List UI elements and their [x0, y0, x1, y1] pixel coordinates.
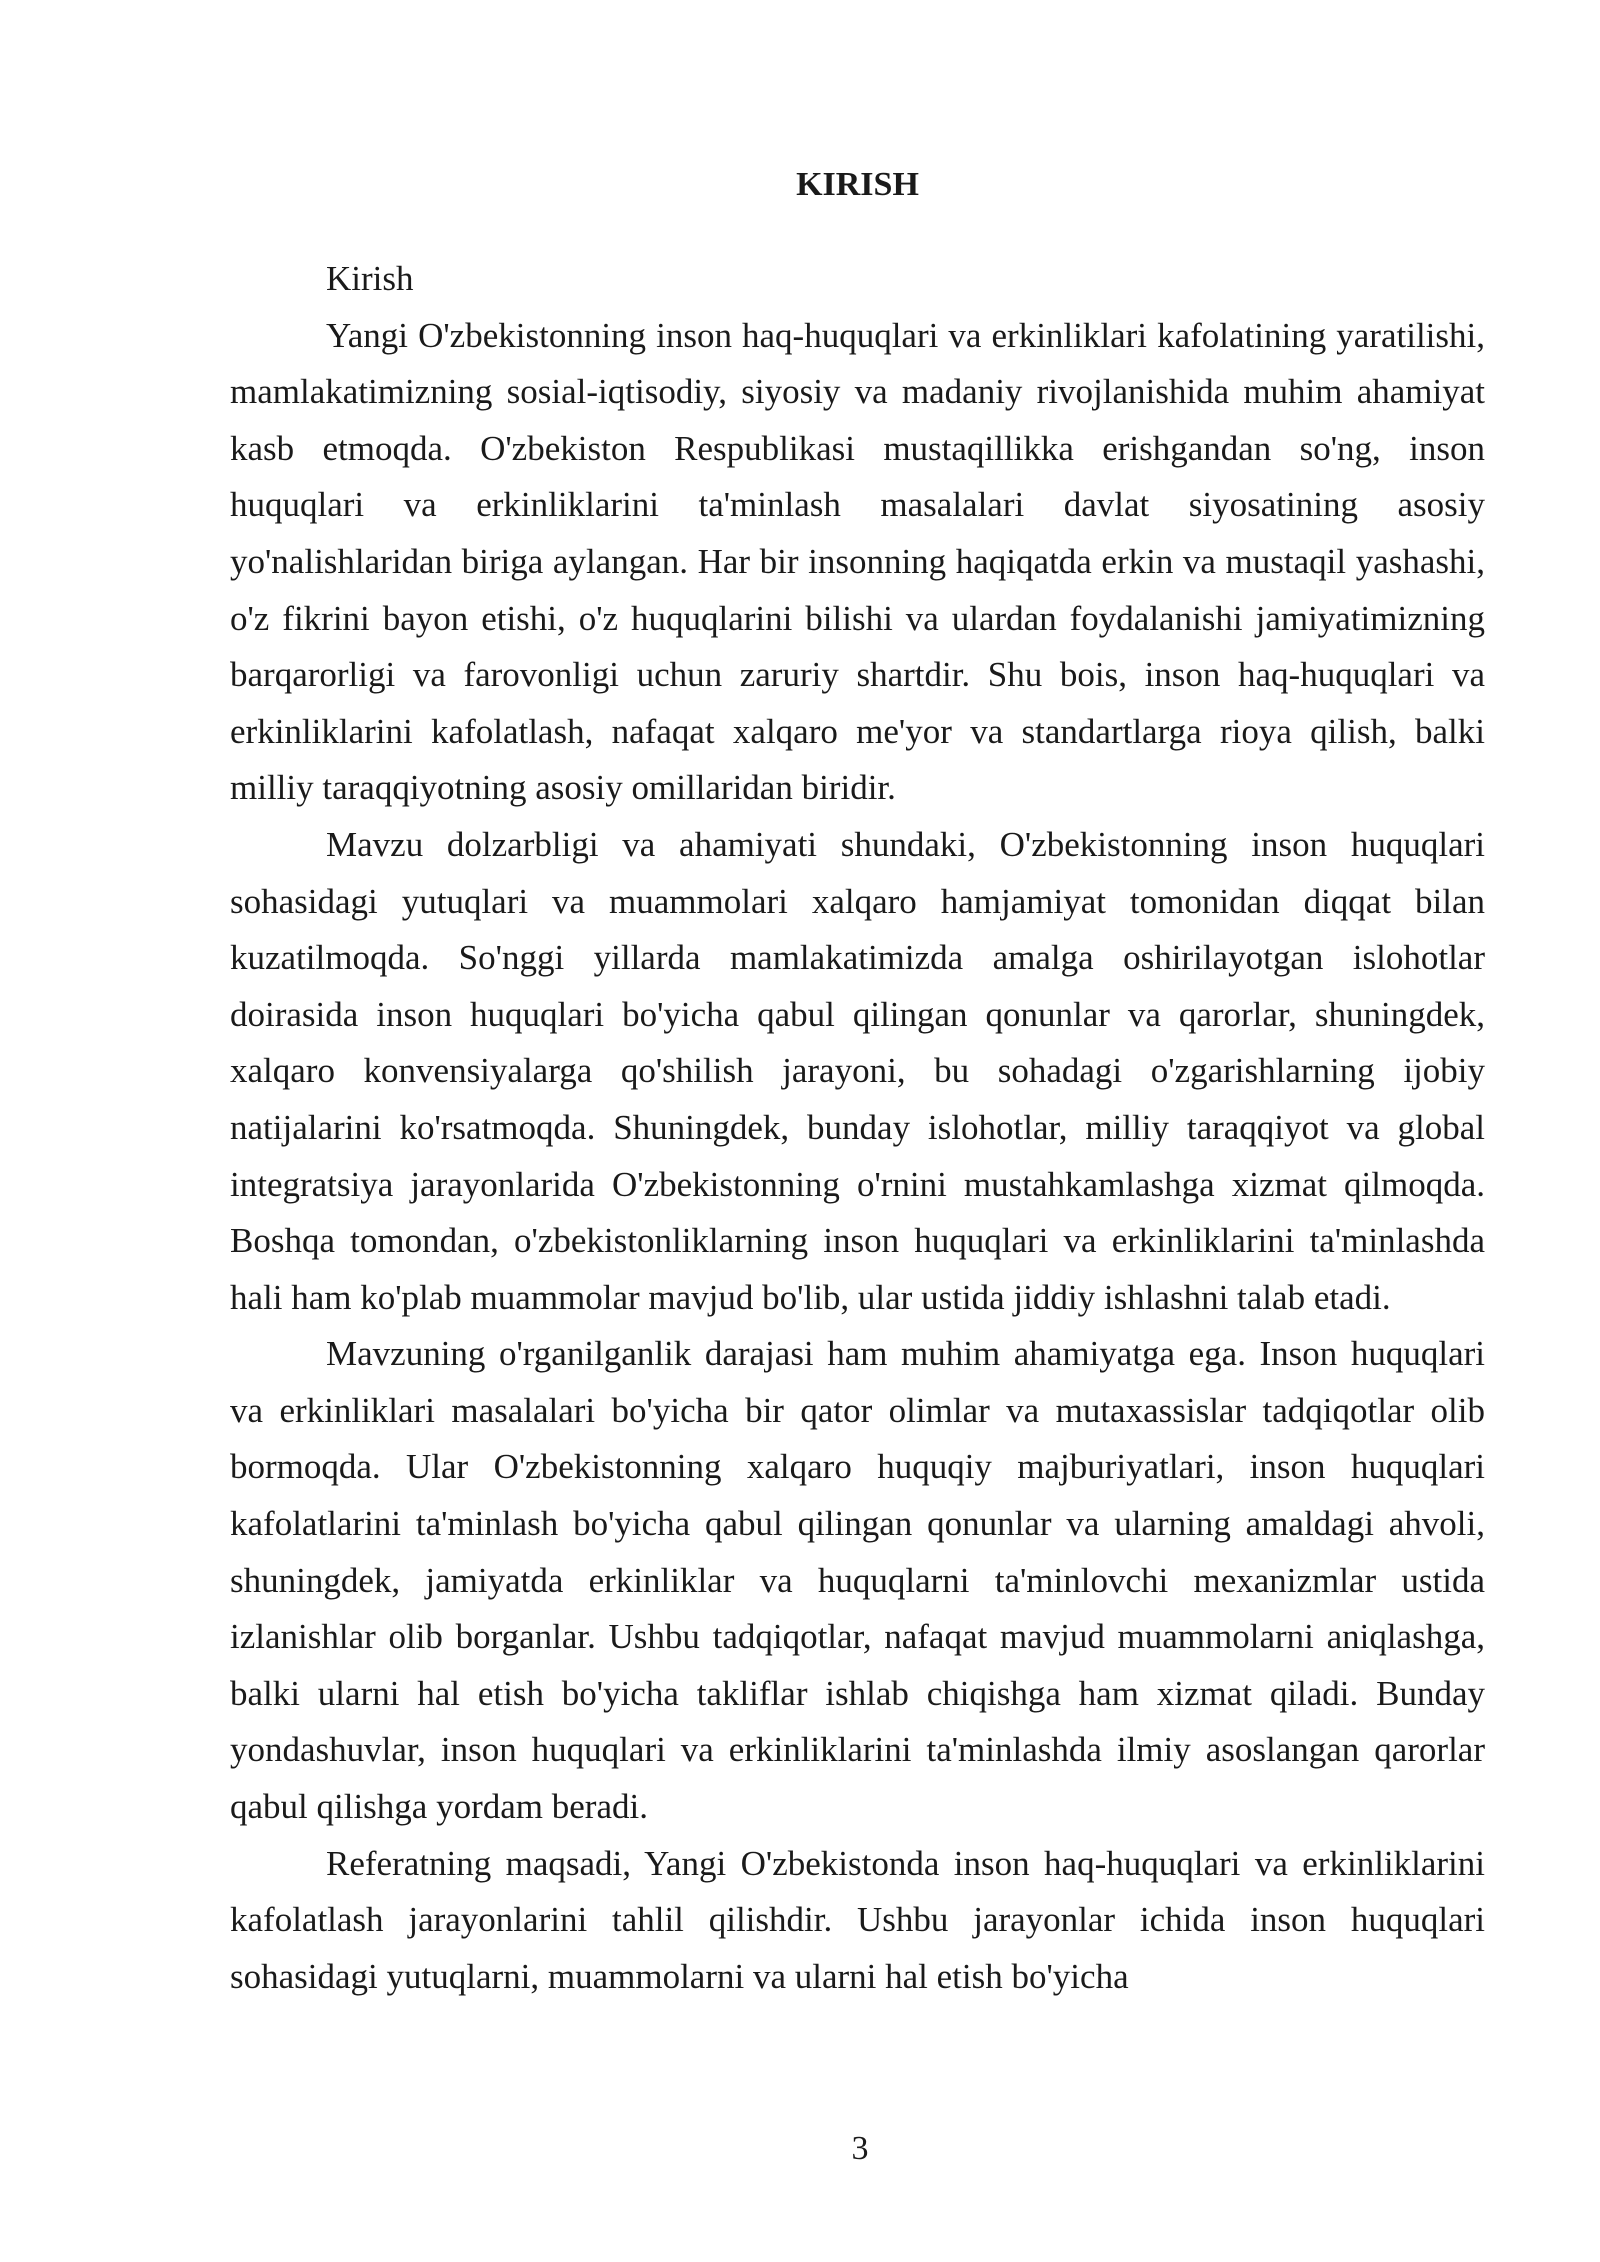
paragraph-purpose: Referatning maqsadi, Yangi O'zbekistonda inson haq-huquqlari va erkinliklarini kafolatlash jarayonlarini tahlil qilishdir. Ushbu jarayonlar ichida inson huquqlari sohasidagi yutuqlarni, muammolarni va ularni hal etish bo'yicha [230, 1843, 1485, 1996]
paragraph-introduction: Yangi O'zbekistonning inson haq-huquqlari va erkinliklari kafolatining yaratilishi, mamlakatimizning sosial-iqtisodiy, siyosiy va madaniy rivojlanishida muhim ahamiyat kasb etmoqda. O'zbekiston Respublikasi mustaqillikka erishgandan so'ng, inson huquqlari va erkinliklarini ta'minlash masalalari davlat siyosatining asosiy yo'nalishlaridan biriga aylangan. Har bir insonning haqiqatda erkin va mustaqil yashashi, o'z fikrini bayon etishi, o'z huquqlarini bilishi va ulardan foydalanishi jamiyatimizning barqarorligi va farovonligi uchun zaruriy shartdir. Shu bois, inson haq-huquqlari va erkinliklarini kafolatlash, nafaqat xalqaro me'yor va standartlarga rioya qilish, balki milliy taraqqiyotning asosiy omillaridan biridir. [230, 315, 1485, 808]
paragraph-subheading: Kirish [326, 259, 414, 298]
body-text [230, 251, 1485, 2005]
page-number: 3 [851, 2130, 869, 2167]
section-heading: KIRISH [796, 166, 919, 203]
paragraph-relevance: Mavzu dolzarbligi va ahamiyati shundaki, O'zbekistonning inson huquqlari sohasidagi yutuqlari va muammolari xalqaro hamjamiyat tomonidan diqqat bilan kuzatilmoqda. So'nggi yillarda mamlakatimizda amalga oshirilayotgan islohotlar doirasida inson huquqlari bo'yicha qabul qilingan qonunlar va qarorlar, shuningdek, xalqaro konvensiyalarga qo'shilish jarayoni, bu sohadagi o'zgarishlarning ijobiy natijalarini ko'rsatmoqda. Shuningdek, bunday islohotlar, milliy taraqqiyot va global integratsiya jarayonlarida O'zbekistonning o'rnini mustahkamlashga xizmat qilmoqda. Boshqa tomondan, o'zbekistonliklarning inson huquqlari va erkinliklarini ta'minlashda hali ham ko'plab muammolar mavjud bo'lib, ular ustida jiddiy ishlashni talab etadi. [230, 824, 1485, 1317]
paragraph-study-level: Mavzuning o'rganilganlik darajasi ham muhim ahamiyatga ega. Inson huquqlari va erkinliklari masalalari bo'yicha bir qator olimlar va mutaxassislar tadqiqotlar olib bormoqda. Ular O'zbekistonning xalqaro huquqiy majburiyatlari, inson huquqlari kafolatlarini ta'minlash bo'yicha qabul qilingan qonunlar va ularning amaldagi ahvoli, shuningdek, jamiyatda erkinliklar va huquqlarni ta'minlovchi mexanizmlar ustida izlanishlar olib borganlar. Ushbu tadqiqotlar, nafaqat mavjud muammolarni aniqlashga, balki ularni hal etish bo'yicha takliflar ishlab chiqishga ham xizmat qiladi. Bunday yondashuvlar, inson huquqlari va erkinliklarini ta'minlashda ilmiy asoslangan qarorlar qabul qilishga yordam beradi. [230, 1334, 1485, 1827]
